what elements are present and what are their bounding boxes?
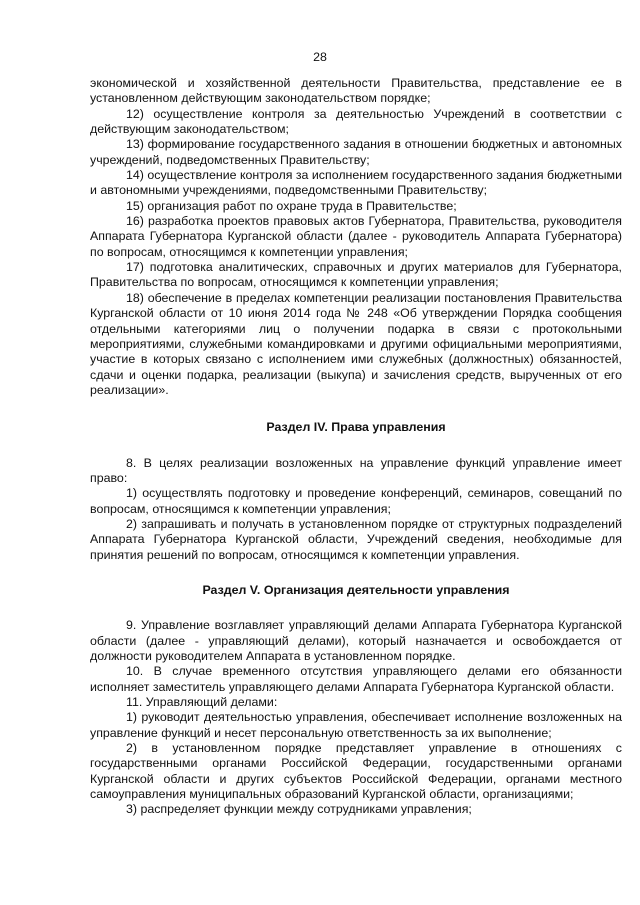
paragraph: 13) формирование государственного задания в отношении бюджетных и автономных учреждений, подведомственных Правительству; [90, 137, 622, 167]
paragraph: 2) запрашивать и получать в установленном порядке от структурных подразделений Аппарата Губернатора Курганской области, Учреждений сведения, необходимые для принятия решений по вопросам, относящимся к компетенции управления. [90, 516, 622, 562]
paragraph: 10. В случае временного отсутствия управляющего делами его обязанности исполняет заместитель управляющего делами Аппарата Губернатора Курганской области. [90, 664, 622, 694]
paragraph: экономической и хозяйственной деятельности Правительства, представление ее в установленном действующим законодательством порядке; [90, 76, 622, 106]
paragraph: 18) обеспечение в пределах компетенции реализации постановления Правительства Курганской области от 10 июня 2014 года № 248 «Об утверждении Порядка сообщения отдельными категориями лиц о получении подарка в связи с протокольными мероприятиями, служебными командировками и другими официальными мероприятиями, участие в которых связано с исполнением ими служебных (должностных) обязанностей, сдачи и оценки подарка, реализации (выкупа) и зачисления средств, вырученных от его реализации». [90, 290, 622, 397]
paragraph: 9. Управление возглавляет управляющий делами Аппарата Губернатора Курганской области (далее - управляющий делами), который назначается и освобождается от должности руководителем Аппарата в установленном порядке. [90, 618, 622, 663]
paragraph: 14) осуществление контроля за исполнением государственного задания бюджетными и автономными учреждениями, подведомственными Правительству; [90, 168, 622, 198]
paragraph: 17) подготовка аналитических, справочных и других материалов для Губернатора, Правительства по вопросам, относящимся к компетенции управления; [90, 260, 622, 290]
paragraph: 11. Управляющий делами: [126, 695, 278, 710]
page-number: 28 [313, 50, 327, 64]
section-heading: Раздел V. Организация деятельности управления [202, 582, 510, 597]
paragraph: 1) руководит деятельностью управления, обеспечивает исполнение возложенных на управление функций и несет персональную ответственность за их выполнение; [90, 710, 622, 740]
section-heading: Раздел IV. Права управления [266, 420, 446, 435]
paragraph: 12) осуществление контроля за деятельностью Учреждений в соответствии с действующим законодательством; [90, 106, 622, 137]
paragraph: 16) разработка проектов правовых актов Губернатора, Правительства, руководителя Аппарата Губернатора Курганской области (далее - руководитель Аппарата Губернатора) по вопросам, относящимся к компетенции управления; [90, 214, 622, 259]
paragraph: 1) осуществлять подготовку и проведение конференций, семинаров, совещаний по вопросам, относящимся к компетенции управления; [90, 486, 622, 516]
paragraph: 2) в установленном порядке представляет управление в отношениях с государственными органами Российской Федерации, государственными органами Курганской области и других субъектов Российской Федерации, органами местного самоуправления муниципальных образований Курганской области, организациями; [90, 741, 622, 802]
paragraph: 15) организация работ по охране труда в Правительстве; [126, 198, 457, 213]
document-body [90, 76, 622, 818]
paragraph: 8. В целях реализации возложенных на управление функций управление имеет право: [90, 455, 622, 485]
paragraph: 3) распределяет функции между сотрудниками управления; [126, 802, 472, 817]
